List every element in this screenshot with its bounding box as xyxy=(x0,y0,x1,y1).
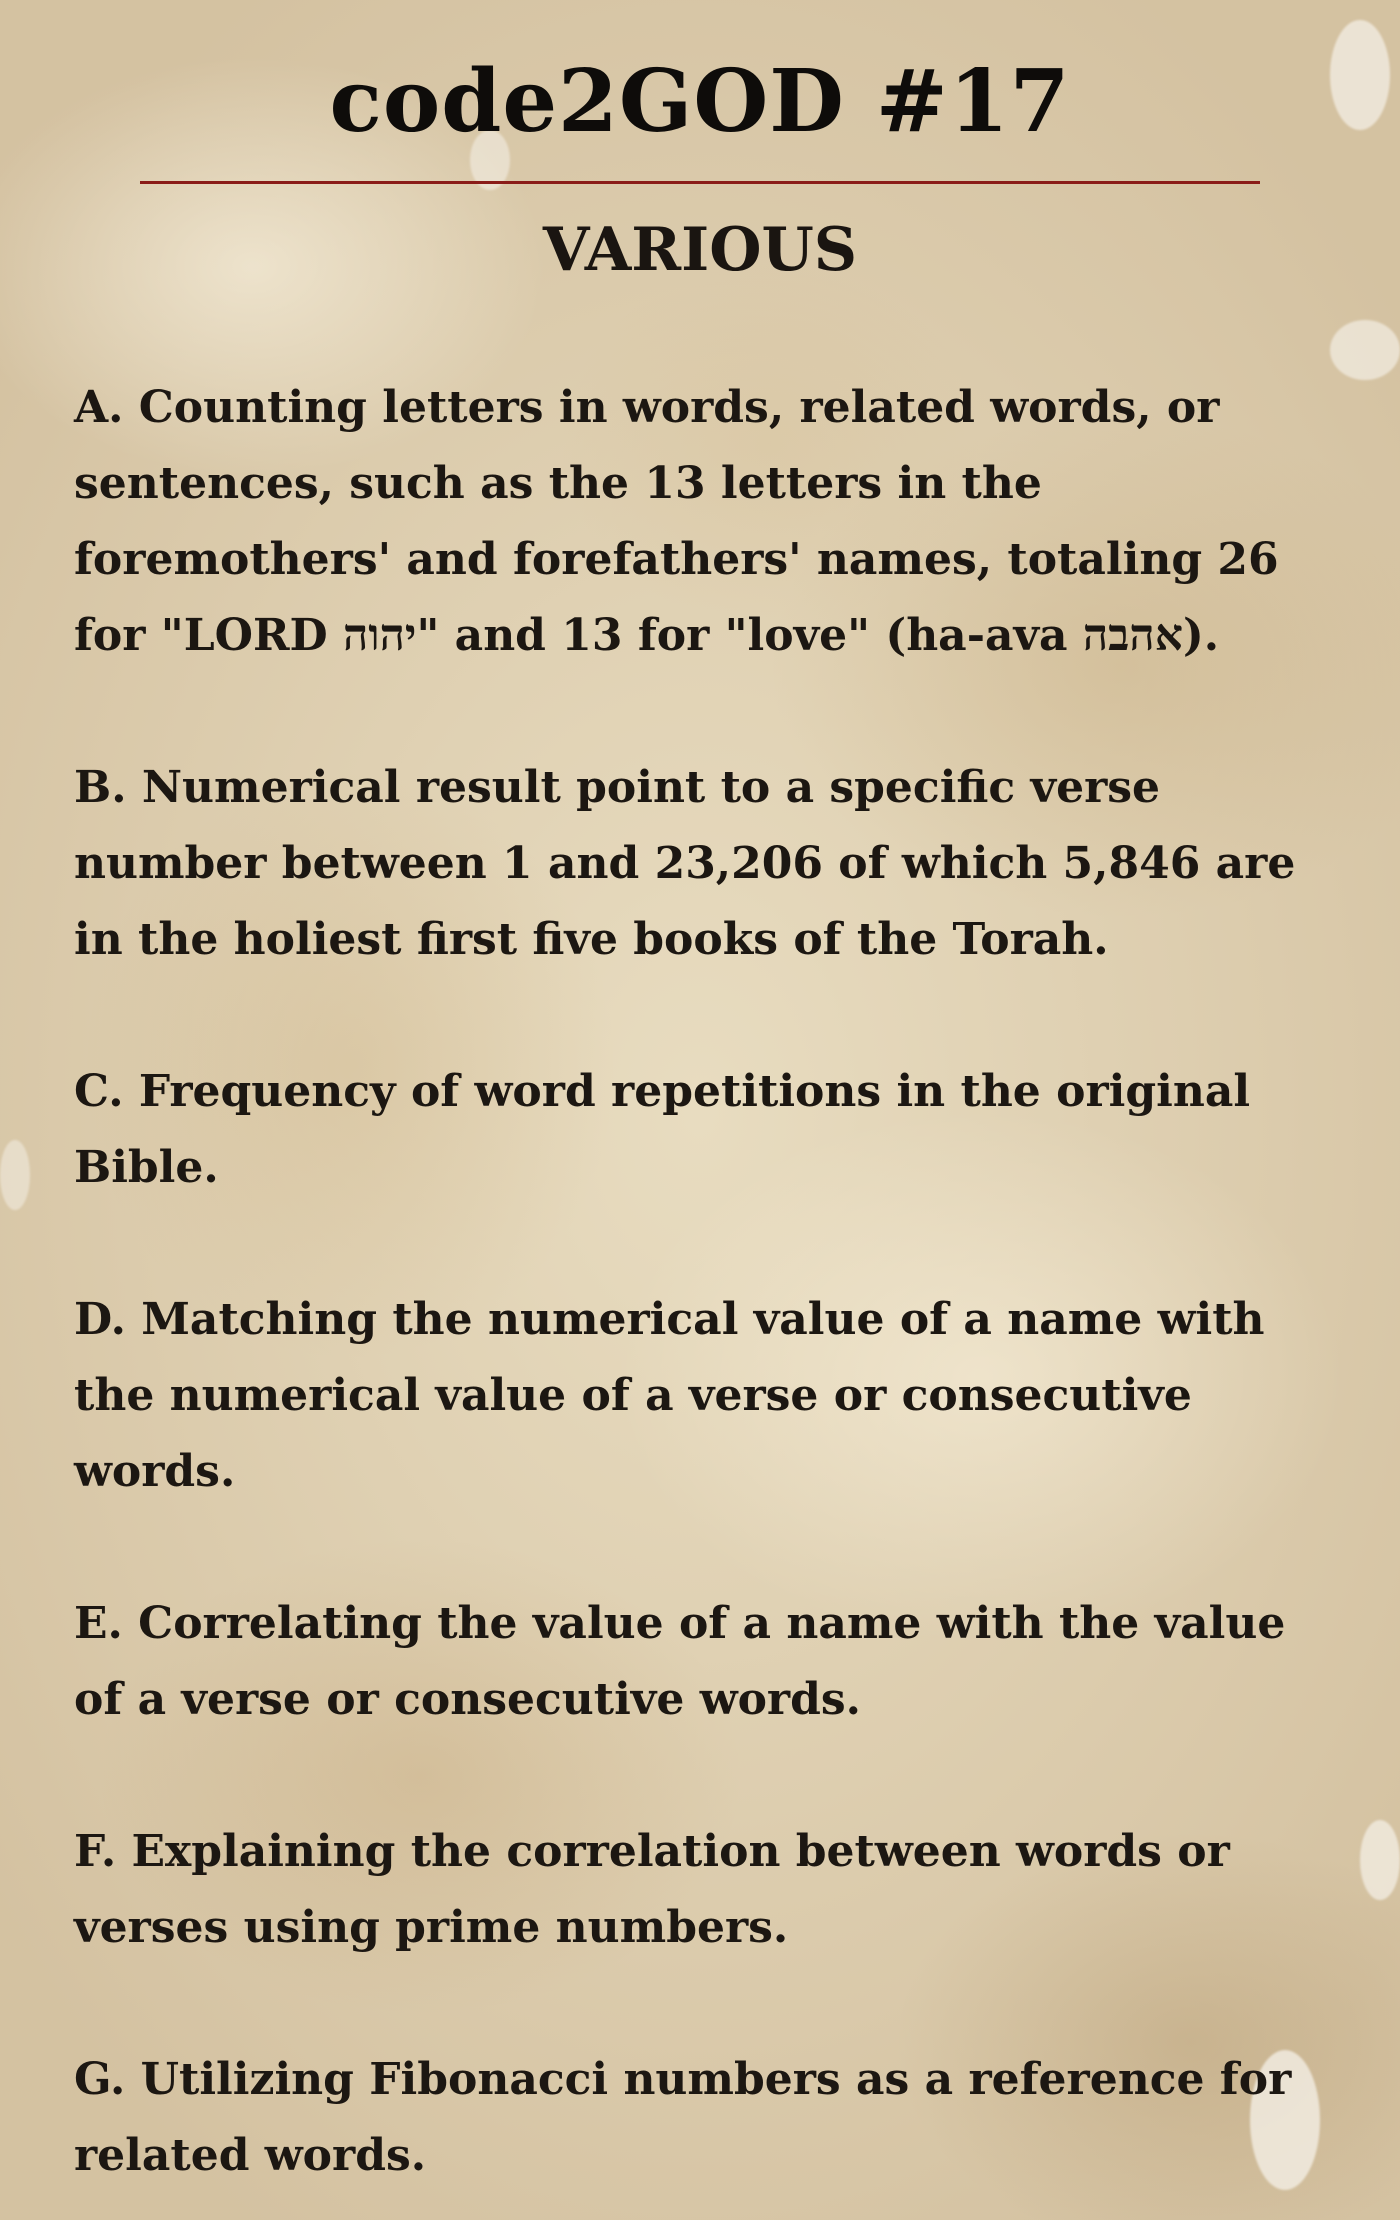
list-item-d: D. Matching the numerical value of a name with the numerical value of a verse or consecutive words. xyxy=(74,1294,1265,1497)
title-divider xyxy=(140,181,1260,184)
section-subtitle: VARIOUS xyxy=(542,215,858,285)
paper-wear-left-mid xyxy=(0,1140,30,1210)
list-item-f: F. Explaining the correlation between words or verses using prime numbers. xyxy=(74,1826,1230,1953)
list-item-b: B. Numerical result point to a specific verse number between 1 and 23,206 of which 5,846 are in the holiest first five books of the Torah. xyxy=(74,762,1296,965)
list-item-a: A. Counting letters in words, related words, or sentences, such as the 13 letters in the foremothers' and forefathers' names, totaling 26 for "LORD יהוה" and 13 for "love" (ha-ava אהבה). xyxy=(74,382,1279,661)
page-title: code2GOD #17 xyxy=(329,51,1071,152)
list-item-g: G. Utilizing Fibonacci numbers as a reference for related words. xyxy=(74,2054,1292,2181)
list-item-c: C. Frequency of word repetitions in the original Bible. xyxy=(74,1066,1251,1193)
items-list xyxy=(74,370,1344,2194)
paper-wear-right-mid xyxy=(1360,1820,1400,1900)
list-item-e: E. Correlating the value of a name with the value of a verse or consecutive words. xyxy=(74,1598,1286,1725)
